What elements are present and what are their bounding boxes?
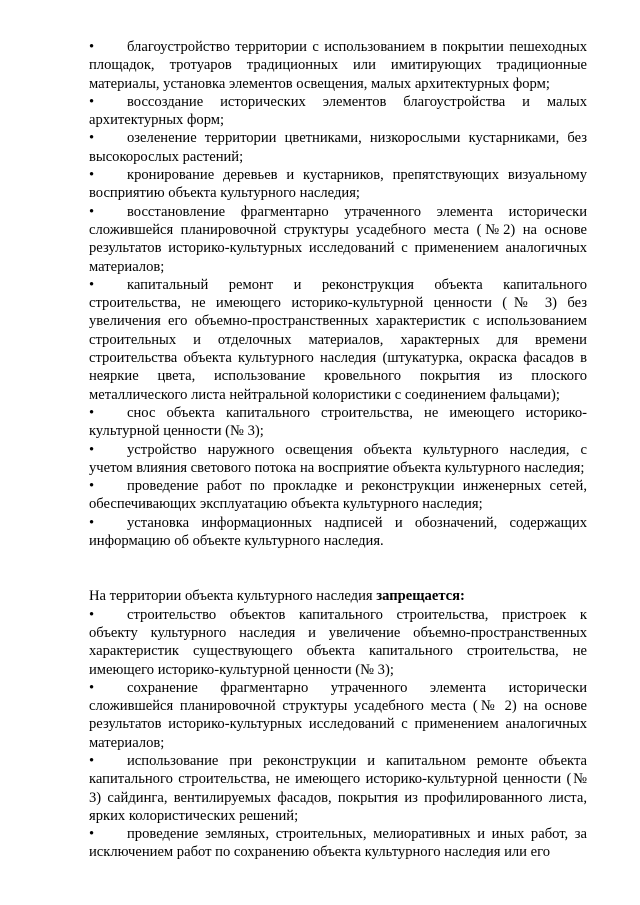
list-item: • строительство объектов капитального строительства, пристроек к объекту культурного наследия и увеличение объемно-пространственных характеристик существующего объекта капитального строительства, не имеющего историко-культурной ценности (№ 3);: [89, 606, 587, 678]
bullet-icon: •: [89, 514, 95, 531]
bullet-icon: •: [89, 826, 95, 843]
list-item: • проведение работ по прокладке и реконструкции инженерных сетей, обеспечивающих эксплуатацию объекта культурного наследия;: [89, 478, 587, 513]
prohibited-keyword: запрещается:: [376, 588, 465, 605]
bullet-icon: •: [89, 130, 95, 147]
bullet-icon: •: [89, 752, 95, 769]
list-item: • капитальный ремонт и реконструкция объекта капитального строительства, не имеющего историко-культурной ценности (№ 3) без увеличения его объемно-пространственных характеристик с использованием строительных и отделочных материалов, характерных для времени строительства объекта культурного наследия (штукатурка, окраска фасадов в неяркие цвета, использование кровельного покрытия из плоского металлического листа нейтральной колористики с соединением фальцами);: [89, 276, 587, 403]
list-item: • кронирование деревьев и кустарников, препятствующих визуальному восприятию объекта культурного наследия;: [89, 167, 587, 202]
bullet-icon: •: [89, 167, 95, 184]
paragraph-gap: [89, 550, 587, 587]
list-item: • восстановление фрагментарно утраченного элемента исторически сложившейся планировочной структуры усадебного места (№2) на основе результатов историко-культурных исследований с применением аналогичных материалов;: [89, 203, 587, 275]
bullet-icon: •: [89, 93, 95, 110]
list-item: • использование при реконструкции и капитальном ремонте объекта капитального строительства, не имеющего историко-культурной ценности (№ 3) сайдинга, вентилируемых фасадов, покрытия из профилированного листа, ярких колористических решений;: [89, 752, 587, 824]
bullet-icon: •: [89, 441, 95, 458]
allowed-list: [89, 38, 587, 550]
bullet-icon: •: [89, 606, 95, 623]
list-item: • благоустройство территории с использованием в покрытии пешеходных площадок, тротуаров традиционных или имитирующих традиционные материалы, установка элементов освещения, малых архитектурных форм;: [89, 39, 587, 92]
list-item: • озеленение территории цветниками, низкорослыми кустарниками, без высокорослых растений;: [89, 130, 587, 165]
document-page: [89, 38, 587, 862]
list-item: • воссоздание исторических элементов благоустройства и малых архитектурных форм;: [89, 93, 587, 129]
list-item: • сохранение фрагментарно утраченного элемента исторически сложившейся планировочной структуры усадебного места (№ 2) на основе результатов историко-культурных исследований с применением аналогичных материалов;: [89, 679, 587, 751]
bullet-icon: •: [89, 404, 95, 421]
bullet-icon: •: [89, 679, 95, 696]
list-item: • проведение земляных, строительных, мелиоративных и иных работ, за исключением работ по сохранению объекта культурного наследия или его: [89, 826, 587, 861]
list-item: • устройство наружного освещения объекта культурного наследия, с учетом влияния светового потока на восприятие объекта культурного наследия;: [89, 441, 587, 476]
bullet-icon: •: [89, 203, 95, 220]
list-item: • снос объекта капитального строительства, не имеющего историко-культурной ценности (№ 3);: [89, 404, 587, 440]
list-item: • установка информационных надписей и обозначений, содержащих информацию об объекте культурного наследия.: [89, 514, 587, 550]
prohibited-heading: На территории объекта культурного наследия запрещается:: [89, 588, 465, 605]
bullet-icon: •: [89, 276, 95, 293]
prohibited-list: [89, 606, 587, 862]
bullet-icon: •: [89, 39, 95, 55]
bullet-icon: •: [89, 478, 95, 495]
